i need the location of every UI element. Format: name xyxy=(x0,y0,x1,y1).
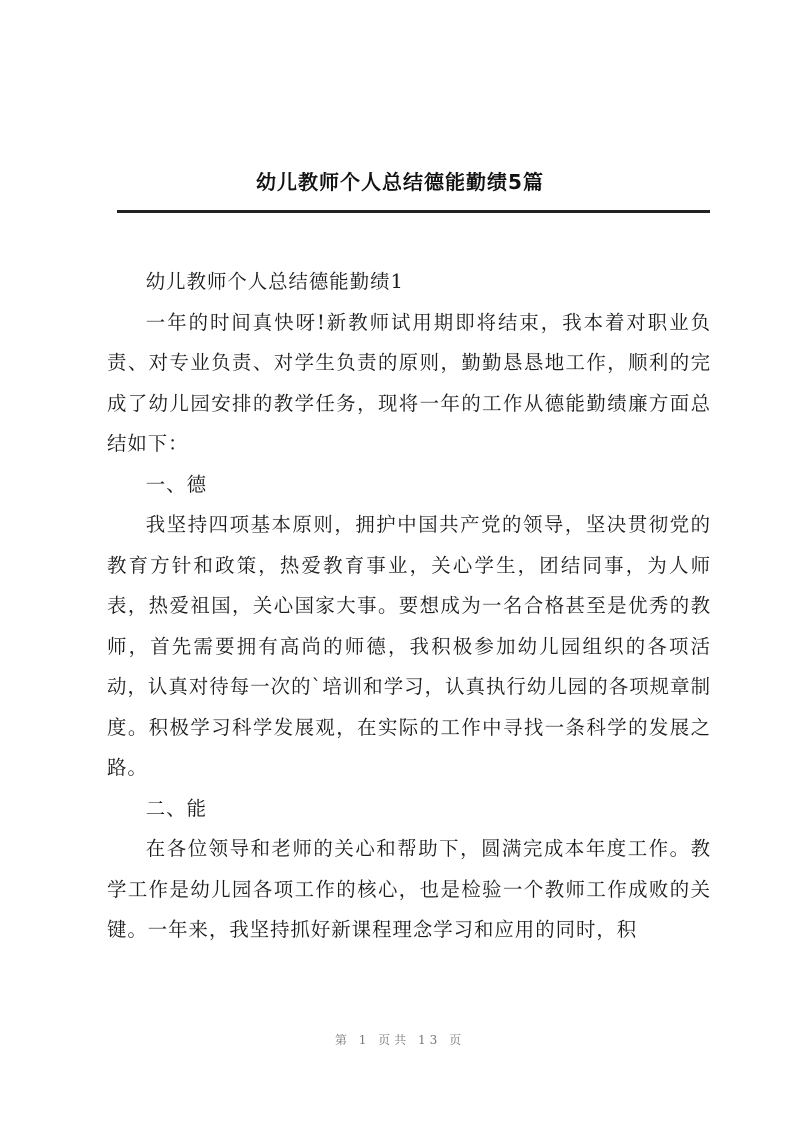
document-title: 幼儿教师个人总结德能勤绩5篇 xyxy=(256,170,544,194)
section-heading: 幼儿教师个人总结德能勤绩1 xyxy=(145,270,404,293)
body-paragraph: 我坚持四项基本原则，拥护中国共产党的领导，坚决贯彻党的教育方针和政策，热爱教育事业，关心学生，团结同事，为人师表，热爱祖国，关心国家大事。要想成为一名合格甚至是优秀的教师，首先需要拥有高尚的师德，我积极参加幼儿园组织的各项活动，认真对待每一次的`培训和学习，认真执行幼儿园的各项规章制度。积极学习科学发展观，在实际的工作中寻找一条科学的发展之路。 xyxy=(107,513,711,779)
subsection-heading: 二、能 xyxy=(145,796,207,820)
page-number-footer: 第 1 页共 13 页 xyxy=(334,1033,466,1047)
subsection-heading: 一、德 xyxy=(145,472,207,496)
document-body xyxy=(107,262,711,951)
title-divider xyxy=(117,210,710,213)
body-paragraph: 一年的时间真快呀!新教师试用期即将结束，我本着对职业负责、对专业负责、对学生负责的原则，勤勤恳恳地工作，顺利的完成了幼儿园安排的教学任务，现将一年的工作从德能勤绩廉方面总结如下： xyxy=(107,310,711,455)
body-paragraph: 在各位领导和老师的关心和帮助下，圆满完成本年度工作。教学工作是幼儿园各项工作的核心，也是检验一个教师工作成败的关键。一年来，我坚持抓好新课程理念学习和应用的同时，积 xyxy=(107,837,711,941)
